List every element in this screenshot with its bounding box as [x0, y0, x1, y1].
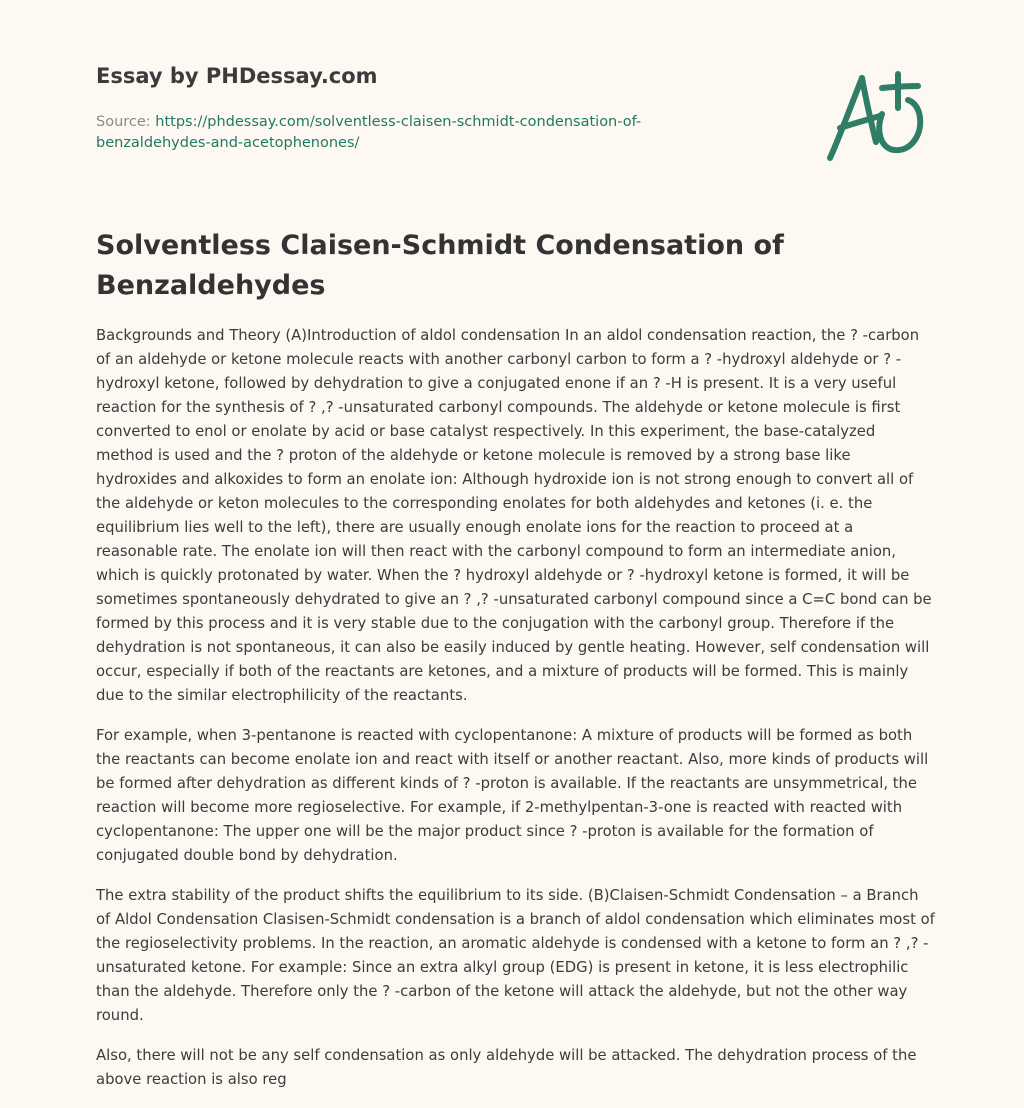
essay-body [96, 324, 936, 1108]
site-title: Essay by PHDessay.com [96, 64, 378, 88]
a-plus-logo-icon [822, 66, 930, 166]
essay-paragraph: Backgrounds and Theory (A)Introduction of aldol condensation In an aldol condensation reaction, the ? -carbon of an aldehyde or ketone molecule reacts with another carbonyl carbon to form a ? -hydroxyl aldehyde or ? -hydroxyl ketone, followed by dehydration to give a conjugated enone if an ? -H is present. It is a very useful reaction for the synthesis of ? ,? -unsaturated carbonyl compounds. The aldehyde or ketone molecule is first converted to enol or enolate by acid or base catalyst respectively. In this experiment, the base-catalyzed method is used and the ? proton of the aldehyde or ketone molecule is removed by a strong base like hydroxides and alkoxides to form an enolate ion: Although hydroxide ion is not strong enough to convert all of the aldehyde or keton molecules to the corresponding enolates for both aldehydes and ketones (i. e. the equilibrium lies well to the left), there are usually enough enolate ions for the reaction to proceed at a reasonable rate. The enolate ion will then react with the carbonyl compound to form an intermediate anion, which is quickly protonated by water. When the ? hydroxyl aldehyde or ? -hydroxyl ketone is formed, it will be sometimes spontaneously dehydrated to give an ? ,? -unsaturated carbonyl compound since a C=C bond can be formed by this process and it is very stable due to the conjugation with the carbonyl group. Therefore if the dehydration is not spontaneous, it can also be easily induced by gentle heating. However, self condensation will occur, especially if both of the reactants are ketones, and a mixture of products will be formed. This is mainly due to the similar electrophilicity of the reactants. [96, 327, 932, 704]
essay-paragraph: The extra stability of the product shifts the equilibrium to its side. (B)Claisen-Schmidt Condensation – a Branch of Aldol Condensation Clasisen-Schmidt condensation is a branch of aldol condensation which eliminates most of the regioselectivity problems. In the reaction, an aromatic aldehyde is condensed with a ketone to form an ? ,? -unsaturated ketone. For example: Since an extra alkyl group (EDG) is present in ketone, it is less electrophilic than the aldehyde. Therefore only the ? -carbon of the ketone will attack the aldehyde, but not the other way round. [96, 887, 935, 1024]
source-label: Source: [96, 114, 151, 130]
source-line [96, 112, 696, 154]
essay-title: Solventless Claisen-Schmidt Condensation of Benzaldehydes [96, 230, 784, 301]
essay-paragraph: For example, when 3-pentanone is reacted with cyclopentanone: A mixture of products will be formed as both the reactants can become enolate ion and react with itself or another reactant. Also, more kinds of products will be formed after dehydration as different kinds of ? -proton is available. If the reactants are unsymmetrical, the reaction will become more regioselective. For example, if 2-methylpentan-3-one is reacted with reacted with cyclopentanone: The upper one will be the major product since ? -proton is available for the formation of conjugated double bond by dehydration. [96, 727, 929, 864]
essay-paragraph: Also, there will not be any self condensation as only aldehyde will be attacked. The dehydration process of the above reaction is also reg [96, 1047, 917, 1088]
source-link[interactable]: https://phdessay.com/solventless-claisen-schmidt-condensation-of-benzaldehydes-and-acetophenones/ [96, 114, 642, 151]
